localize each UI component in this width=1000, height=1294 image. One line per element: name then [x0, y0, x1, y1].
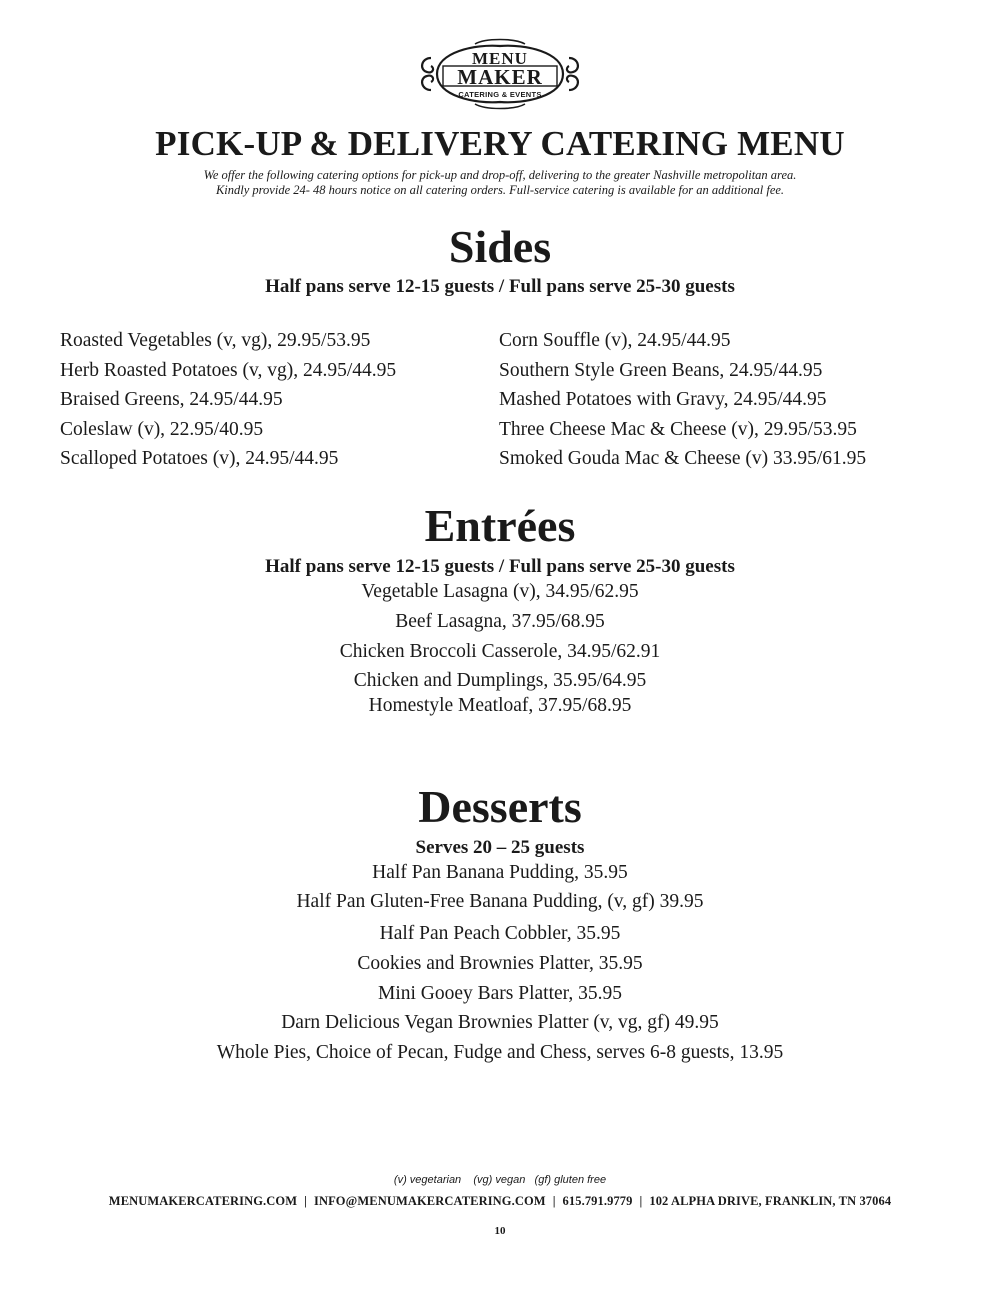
- menu-item: Coleslaw (v), 22.95/40.95: [60, 418, 264, 440]
- dietary-legend: (v) vegetarian (vg) vegan (gf) gluten free: [393, 1174, 607, 1186]
- menu-item: Roasted Vegetables (v, vg), 29.95/53.95: [60, 330, 371, 351]
- phone-number: 615.791.9779: [562, 1194, 633, 1208]
- menu-item: Homestyle Meatloaf, 37.95/68.95: [368, 695, 632, 716]
- menu-item: Vegetable Lasagna (v), 34.95/62.95: [361, 581, 639, 602]
- entrees-heading: Entrées: [424, 500, 576, 551]
- footer-separator: |: [639, 1194, 643, 1208]
- menu-maker-logo: [415, 36, 585, 112]
- sides-serving-note: Half pans serve 12-15 guests / Full pans serve 25-30 guests: [265, 276, 735, 297]
- page-number: 10: [494, 1225, 506, 1237]
- entrees-serving-note: Half pans serve 12-15 guests / Full pans serve 25-30 guests: [265, 556, 735, 577]
- menu-item: Herb Roasted Potatoes (v, vg), 24.95/44.95: [60, 359, 397, 381]
- footer-separator: |: [552, 1194, 556, 1208]
- menu-item: Scalloped Potatoes (v), 24.95/44.95: [60, 448, 339, 470]
- email-link[interactable]: INFO@MENUMAKERCATERING.COM: [313, 1194, 546, 1208]
- desserts-serving-note: Serves 20 – 25 guests: [415, 837, 585, 858]
- menu-item: Southern Style Green Beans, 24.95/44.95: [499, 359, 823, 381]
- menu-item: Darn Delicious Vegan Brownies Platter (v, vg, gf) 49.95: [281, 1012, 719, 1033]
- menu-item: Beef Lasagna, 37.95/68.95: [395, 611, 605, 632]
- menu-item: Smoked Gouda Mac & Cheese (v) 33.95/61.95: [499, 448, 867, 470]
- contact-footer: [0, 1194, 1000, 1209]
- menu-item: Corn Souffle (v), 24.95/44.95: [499, 330, 731, 351]
- menu-item: Half Pan Peach Cobbler, 35.95: [379, 923, 621, 944]
- logo-tagline: CATERING & EVENTS: [458, 90, 542, 99]
- intro-line-2: Kindly provide 24- 48 hours notice on all catering orders. Full-service catering is available for an additional fee.: [215, 183, 785, 197]
- menu-item: Mashed Potatoes with Gravy, 24.95/44.95: [499, 389, 827, 411]
- intro-line-1: We offer the following catering options for pick-up and drop-off, delivering to the greater Nashville metropolitan area.: [203, 168, 797, 182]
- menu-item: Chicken Broccoli Casserole, 34.95/62.91: [339, 641, 661, 662]
- website-link[interactable]: MENUMAKERCATERING.COM: [108, 1194, 298, 1208]
- menu-item: Half Pan Banana Pudding, 35.95: [372, 862, 628, 883]
- sides-right-column: [499, 326, 866, 474]
- menu-item: Mini Gooey Bars Platter, 35.95: [377, 983, 623, 1004]
- menu-item: Half Pan Gluten-Free Banana Pudding, (v, gf) 39.95: [296, 891, 704, 912]
- menu-item: Three Cheese Mac & Cheese (v), 29.95/53.95: [499, 418, 857, 440]
- footer-separator: |: [304, 1194, 307, 1208]
- menu-item: Cookies and Brownies Platter, 35.95: [357, 953, 643, 974]
- page-title: PICK-UP & DELIVERY CATERING MENU: [155, 124, 845, 163]
- sides-heading: Sides: [448, 221, 552, 272]
- menu-item: Chicken and Dumplings, 35.95/64.95: [353, 670, 647, 691]
- intro-text: [0, 168, 1000, 198]
- sides-left-column: [60, 326, 396, 474]
- menu-item: Braised Greens, 24.95/44.95: [60, 389, 283, 411]
- logo-word-menu: MENU: [472, 49, 528, 68]
- logo-word-maker: MAKER: [457, 65, 543, 89]
- desserts-heading: Desserts: [418, 781, 582, 832]
- menu-item: Whole Pies, Choice of Pecan, Fudge and Chess, serves 6-8 guests, 13.95: [216, 1042, 784, 1063]
- street-address: 102 ALPHA DRIVE, FRANKLIN, TN 37064: [649, 1194, 892, 1208]
